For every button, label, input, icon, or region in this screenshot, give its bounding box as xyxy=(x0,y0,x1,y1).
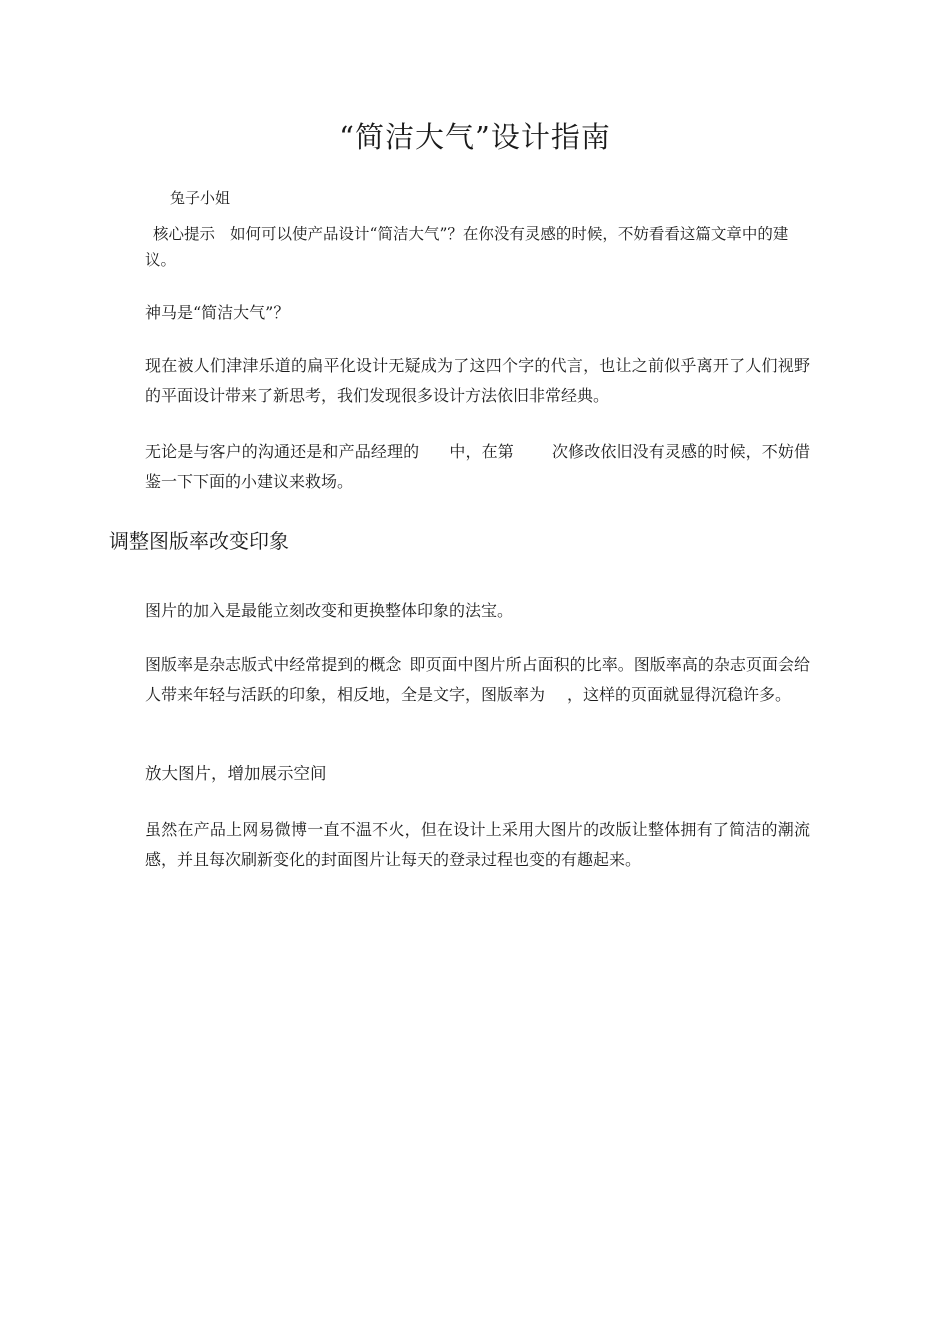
paragraph-2-part-c: 次修改依旧没有灵感的时候，不妨借鉴一下下面的小建议来救场。 xyxy=(145,442,810,491)
paragraph-4-part-b: 即页面中图片所占面积的比率。图版率高的杂志页面会给人带来年轻与活跃的印象，相反地，全是文字，图版率为 xyxy=(145,655,810,704)
paragraph-4-part-a: 图版率是杂志版式中经常提到的概念 xyxy=(145,655,402,674)
section-title: 调整图版率改变印象 xyxy=(109,529,289,553)
summary-block xyxy=(145,221,810,273)
sub-heading: 放大图片，增加展示空间 xyxy=(145,764,327,783)
paragraph-image-intro: 图片的加入是最能立刻改变和更换整体印象的法宝。 xyxy=(145,601,514,620)
question-heading: 神马是“简洁大气”？ xyxy=(145,303,290,322)
paragraph-image-ratio xyxy=(145,650,810,710)
paragraph-client-communication xyxy=(145,437,810,497)
author-name: 兔子小姐 xyxy=(170,189,231,207)
paragraph-netease-weibo: 虽然在产品上网易微博一直不温不火，但在设计上采用大图片的改版让整体拥有了简洁的潮流感，并且每次刷新变化的封面图片让每天的登录过程也变的有趣起来。 xyxy=(145,820,810,869)
summary-text: 如何可以使产品设计“简洁大气”？在你没有灵感的时候，不妨看看这篇文章中的建议。 xyxy=(145,225,789,269)
summary-label: 核心提示 xyxy=(153,225,216,243)
paragraph-2-part-b: 中，在第 xyxy=(449,442,514,461)
paragraph-4-part-c: ，这样的页面就显得沉稳许多。 xyxy=(567,685,792,704)
paragraph-flat-design: 现在被人们津津乐道的扁平化设计无疑成为了这四个字的代言，也让之前似乎离开了人们视野的平面设计带来了新思考，我们发现很多设计方法依旧非常经典。 xyxy=(145,356,810,405)
document-title: “简洁大气”设计指南 xyxy=(339,120,611,154)
paragraph-2-part-a: 无论是与客户的沟通还是和产品经理的 xyxy=(145,442,420,461)
